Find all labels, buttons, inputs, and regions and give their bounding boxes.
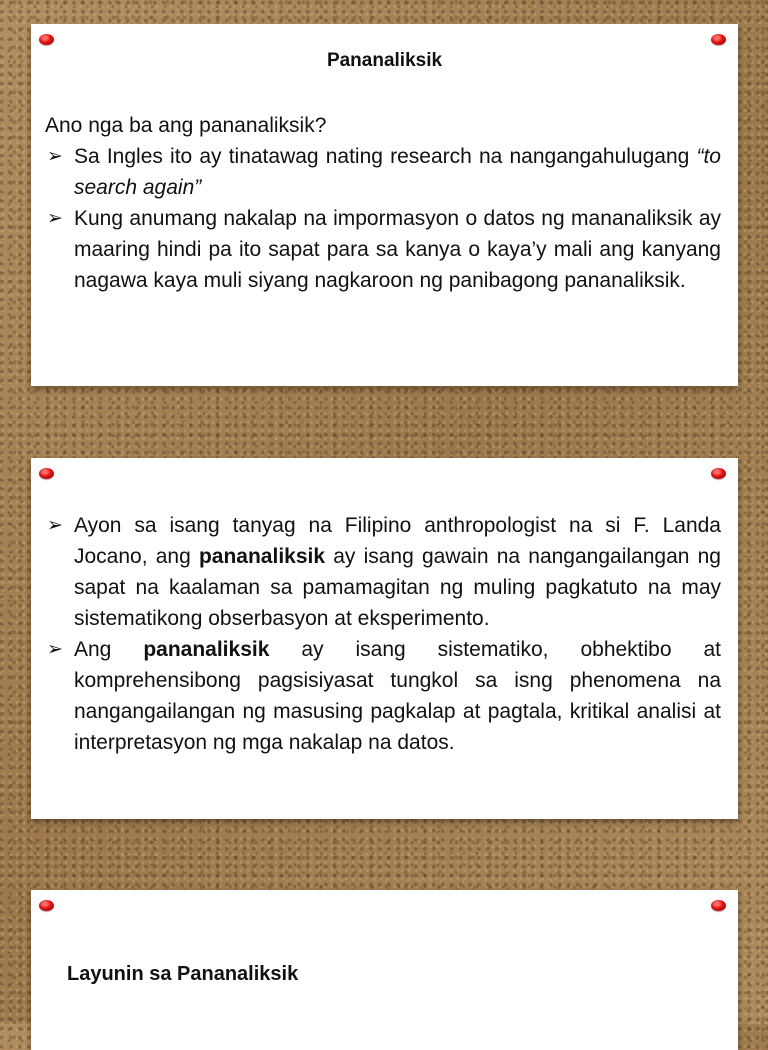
bullet-list (45, 141, 721, 296)
card-title: Pananaliksik (326, 50, 443, 71)
bullet-text: ay isang sistematiko, obhektibo at komprehensibong pagsisiyasat tungkol sa isng phenomena na nangangailangan ng masusing pagkalap at pagtala, kritikal analisi at interpretasyon ng mga nakalap na datos. (74, 638, 721, 754)
intro-question: Ano nga ba ang pananaliksik? (45, 114, 327, 137)
pushpin-icon (39, 34, 54, 45)
bullet-text: Ayon sa isang tanyag na Filipino anthropologist na si F. Landa Jocano, ang (74, 514, 721, 568)
pushpin-icon (711, 468, 726, 479)
bullet-keyword: pananaliksik (198, 545, 326, 568)
arrow-bullet-icon: ➢ (47, 639, 63, 660)
note-card-3 (31, 890, 738, 1050)
arrow-bullet-icon: ➢ (47, 208, 63, 229)
pushpin-icon (39, 900, 54, 911)
arrow-bullet-icon: ➢ (47, 515, 63, 536)
note-card-1 (31, 24, 738, 386)
bullet-text: Kung anumang nakalap na impormasyon o datos ng mananaliksik ay maaring hindi pa ito sapat para sa kanya o kaya’y mali ang kanyang nagawa kaya muli siyang nagkaroon ng panibagong pananaliksik. (74, 207, 721, 292)
list-item (45, 141, 721, 203)
pushpin-icon (39, 468, 54, 479)
note-card-2 (31, 458, 738, 819)
bullet-quote: “to search again” (74, 145, 721, 199)
bullet-keyword: pananaliksik (143, 638, 270, 661)
list-item (45, 510, 721, 634)
list-item (45, 203, 721, 296)
bullet-text: Sa Ingles ito ay tinatawag nating research na nangangahulugang (74, 145, 697, 168)
list-item (45, 634, 721, 758)
pushpin-icon (711, 34, 726, 45)
section-heading: Layunin sa Pananaliksik (67, 963, 299, 985)
pushpin-icon (711, 900, 726, 911)
bullet-list (45, 510, 721, 758)
arrow-bullet-icon: ➢ (47, 146, 63, 167)
bullet-text: ay isang gawain na nangangailangan ng sapat na kaalaman sa pamamagitan ng muling pagkatuto na may sistematikong obserbasyon at eksperimento. (74, 545, 721, 630)
bullet-text: Ang (74, 638, 144, 661)
